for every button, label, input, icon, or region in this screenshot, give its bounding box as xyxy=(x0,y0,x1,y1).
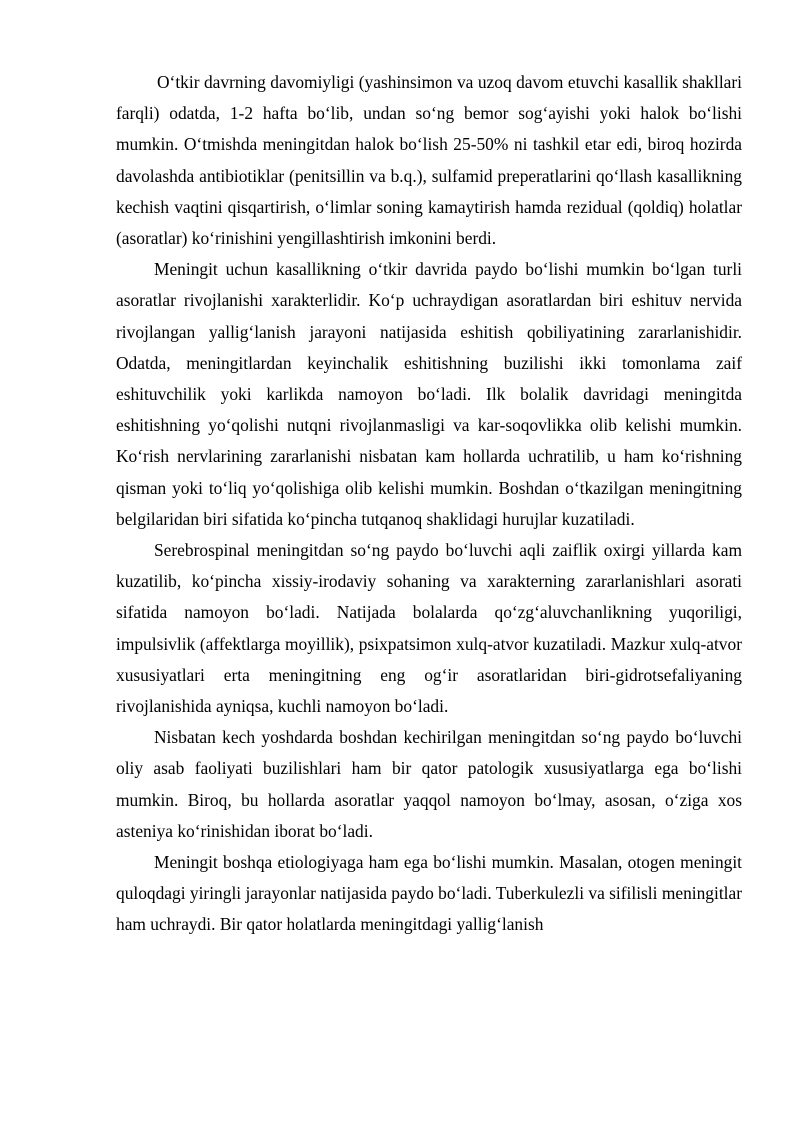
paragraph-acute-period: O‘tkir davrning davomiyligi (yashinsimon va uzoq davom etuvchi kasallik shakllari farqli) odatda, 1-2 hafta bo‘lib, undan so‘ng bemor sog‘ayishi yoki halok bo‘lishi mumkin. O‘tmishda meningitdan halok bo‘lish 25-50% ni tashkil etar edi, biroq hozirda davolashda antibiotiklar (penitsillin va b.q.), sulfamid preperatlarini qo‘llash kasallikning kechish vaqtini qisqartirish, o‘limlar soning kamaytirish hamda rezidual (qoldiq) holatlar (asoratlar) ko‘rinishini yengillashtirish imkonini berdi. xyxy=(116,72,742,249)
paragraph-complications: Meningit uchun kasallikning o‘tkir davrida paydo bo‘lishi mumkin bo‘lgan turli asoratlar rivojlanishi xarakterlidir. Ko‘p uchraydigan asoratlardan biri eshituv nervida rivojlangan yallig‘lanish jarayoni natijasida eshitish qobiliyatining zararlanishidir. Odatda, meningitlardan keyinchalik eshitishning buzilishi ikki tomonlama zaif eshituvchilik yoki karlikda namoyon bo‘ladi. Ilk bolalik davridagi meningitda eshitishning yo‘qolishi nutqni rivojlanmasligi va kar-soqovlikka olib kelishi mumkin. Ko‘rish nervlarining zararlanishi nisbatan kam hollarda uchratilib, u ham ko‘rishning qisman yoki to‘liq yo‘qolishiga olib kelishi mumkin. Boshdan o‘tkazilgan meningitning belgilaridan biri sifatida ko‘pincha tutqanoq shaklidagi hurujlar kuzatiladi. xyxy=(116,259,742,529)
paragraph-etiology: Meningit boshqa etiologiyaga ham ega bo‘lishi mumkin. Masalan, otogen meningit quloqdagi yiringli jarayonlar natijasida paydo bo‘ladi. Tuberkulezli va sifilisli meningitlar ham uchraydi. Bir qator holatlarda meningitdagi yallig‘lanish xyxy=(116,852,742,935)
document-page xyxy=(116,67,742,941)
paragraph-late-age-meningitis: Nisbatan kech yoshdarda boshdan kechirilgan meningitdan so‘ng paydo bo‘luvchi oliy asab faoliyati buzilishlari ham bir qator patologik xususiyatlarga ega bo‘lishi mumkin. Biroq, bu hollarda asoratlar yaqqol namoyon bo‘lmay, asosan, o‘ziga xos asteniya ko‘rinishidan iborat bo‘ladi. xyxy=(116,727,742,841)
paragraph-cerebrospinal-meningitis: Serebrospinal meningitdan so‘ng paydo bo‘luvchi aqli zaiflik oxirgi yillarda kam kuzatilib, ko‘pincha xissiy-irodaviy sohaning va xarakterning zararlanishlari asorati sifatida namoyon bo‘ladi. Natijada bolalarda qo‘zg‘aluvchanlikning yuqoriligi, impulsivlik (affektlarga moyillik), psixpatsimon xulq-atvor kuzatiladi. Mazkur xulq-atvor xususiyatlari erta meningitning eng og‘ir asoratlaridan biri-gidrotsefaliyaning rivojlanishida ayniqsa, kuchli namoyon bo‘ladi. xyxy=(116,540,742,717)
